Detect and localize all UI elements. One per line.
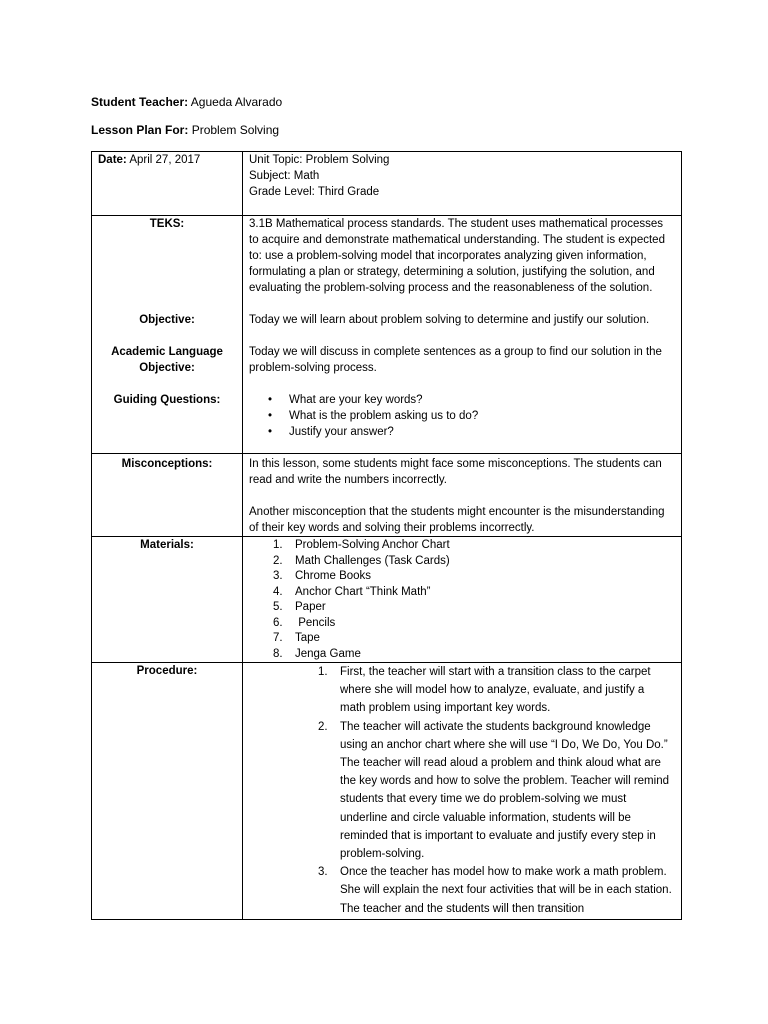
objective-text: Today we will learn about problem solving to determine and justify our solution. — [249, 314, 650, 326]
lesson-plan-line — [91, 123, 279, 137]
materials-label-cell — [92, 537, 243, 663]
student-teacher-name: Agueda Alvarado — [188, 95, 283, 109]
list-item: 1. Problem-Solving Anchor Chart — [273, 539, 450, 551]
objective-label: Objective: — [139, 314, 195, 326]
materials-content-cell — [243, 537, 682, 663]
row-misconceptions — [92, 454, 682, 537]
teks-label: TEKS: — [149, 218, 185, 230]
lesson-plan-table — [91, 151, 682, 920]
student-teacher-label: Student Teacher: — [91, 95, 189, 109]
row-materials — [92, 537, 682, 663]
date-cell — [92, 152, 243, 216]
materials-list — [243, 537, 681, 661]
subject: Subject: Math — [249, 170, 320, 182]
misconceptions-para-1: In this lesson, some students might face some misconceptions. The students can read and write the numbers incorrectly. — [249, 458, 662, 486]
list-item: 2. Math Challenges (Task Cards) — [273, 554, 450, 567]
list-item: 3. Chrome Books — [273, 570, 372, 582]
standards-content-cell — [243, 216, 682, 454]
date-label: Date: — [98, 154, 127, 166]
procedure-label: Procedure: — [136, 665, 198, 677]
unit-info-cell — [243, 152, 682, 216]
unit-topic: Unit Topic: Problem Solving — [249, 154, 390, 166]
row-standards — [92, 216, 682, 454]
list-item: 8. Jenga Game — [273, 647, 361, 660]
list-item: 7. Tape — [273, 632, 320, 644]
list-item: • Justify your answer? — [243, 424, 681, 440]
academic-language-label-2: Objective: — [139, 362, 195, 374]
guiding-questions-list — [243, 392, 681, 440]
list-item: 3. Once the teacher has model how to make work a math problem. She will explain the next four activities that will be in each station. The teacher and the students will then transition — [318, 866, 672, 915]
list-item: • What are your key words? — [243, 392, 681, 408]
lesson-plan-label: Lesson Plan For: — [91, 123, 189, 137]
list-item: 6. Pencils — [273, 616, 336, 629]
row-procedure — [92, 663, 682, 920]
misconceptions-label: Misconceptions: — [121, 458, 213, 470]
student-teacher-line — [91, 95, 282, 109]
list-item: 4. Anchor Chart “Think Math” — [273, 585, 431, 598]
row-info — [92, 152, 682, 216]
list-item: 1. First, the teacher will start with a transition class to the carpet where she will model how to analyze, evaluate, and justify a math problem using important key words. — [318, 666, 651, 715]
procedure-list — [243, 663, 681, 918]
procedure-content-cell — [243, 663, 682, 920]
misconceptions-label-cell — [92, 454, 243, 537]
standards-labels-cell — [92, 216, 243, 454]
academic-language-label-1: Academic Language — [111, 346, 223, 358]
materials-label: Materials: — [140, 539, 194, 551]
procedure-label-cell — [92, 663, 243, 920]
guiding-questions-label: Guiding Questions: — [113, 394, 221, 406]
academic-language-text: Today we will discuss in complete sentences as a group to find our solution in the problem-solving process. — [249, 346, 662, 374]
list-item: • What is the problem asking us to do? — [243, 408, 681, 424]
date-value: April 27, 2017 — [126, 154, 201, 166]
lesson-plan-topic: Problem Solving — [188, 123, 280, 137]
grade-level: Grade Level: Third Grade — [249, 186, 380, 198]
misconceptions-content-cell — [243, 454, 682, 537]
teks-text: 3.1B Mathematical process standards. The student uses mathematical processes to acquire and demonstrate mathematical understanding. The student is expected to: use a problem-solving model that incorporates analyzing given information, formulating a plan or strategy, determining a solution, justifying the solution, and evaluating the problem-solving process and the reasonableness of the solution. — [249, 218, 665, 294]
list-item: 5. Paper — [273, 601, 326, 613]
list-item: 2. The teacher will activate the students background knowledge using an anchor chart where she will use “I Do, We Do, You Do.” The teacher will read aloud a problem and think aloud what are the key words and how to solve the problem. Teacher will remind students that every time we do problem-solving we must underline and circle valuable information, students will be reminded that is important to evaluate and justify every step in problem-solving. — [318, 720, 669, 861]
misconceptions-para-2: Another misconception that the students might encounter is the misunderstanding of their key words and solving their problems incorrectly. — [249, 506, 665, 534]
